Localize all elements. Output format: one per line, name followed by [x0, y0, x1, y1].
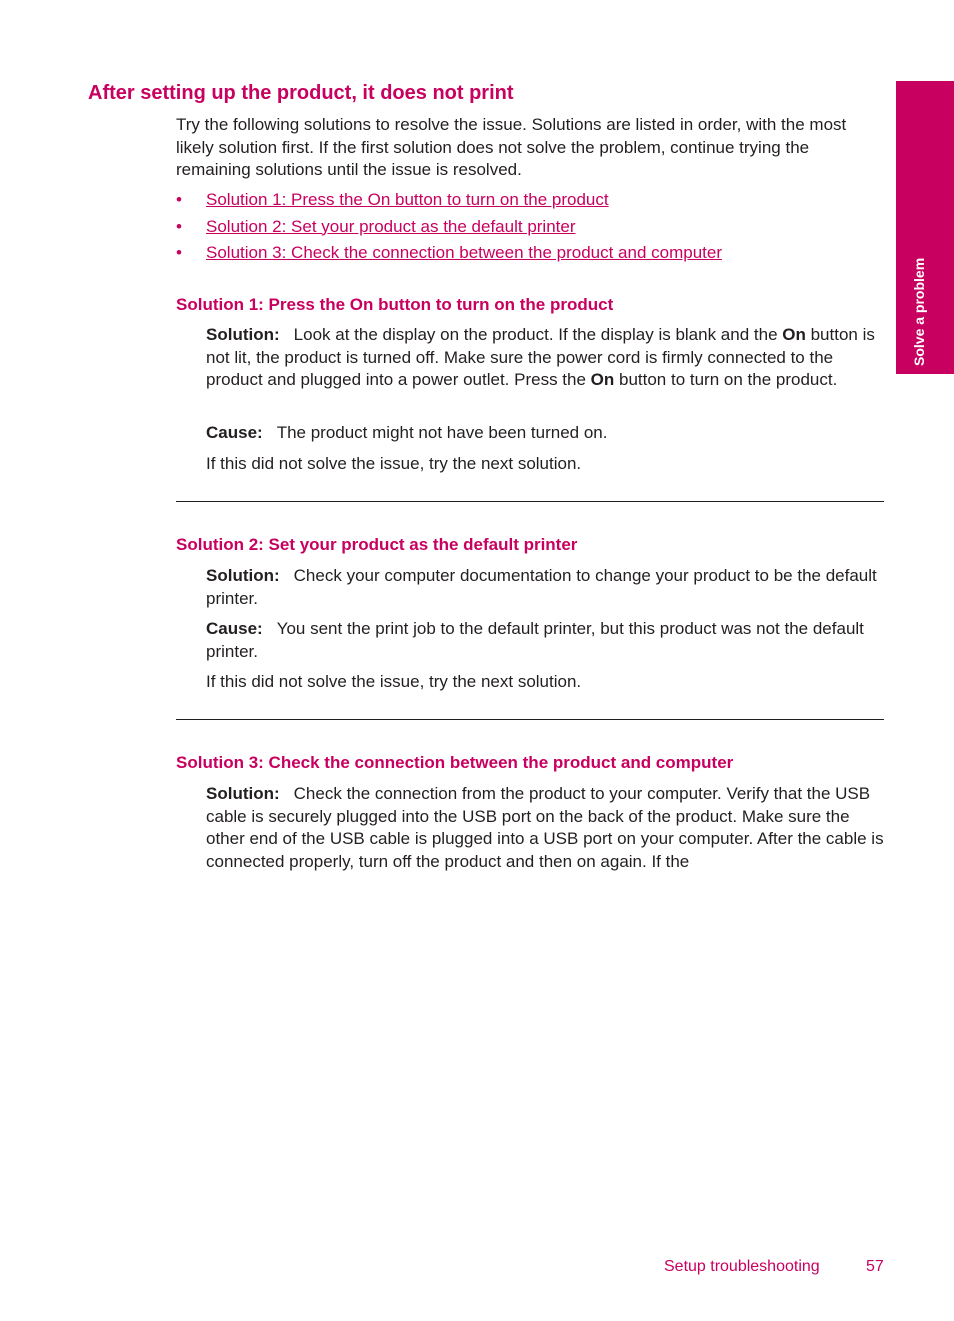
solution-text: button is not lit, the product is turned off. Make sure the power cord is firmly connected to the product and plugged into a power outlet. Press the: [206, 325, 875, 389]
solution-label: Solution:: [206, 325, 280, 344]
solution-link-list: [176, 189, 722, 269]
solution-2-solution-paragraph: [206, 565, 886, 610]
cause-text: The product might not have been turned on.: [276, 423, 608, 442]
on-button-term: On: [590, 370, 615, 389]
solution-text: Look at the display on the product. If the display is blank and the: [293, 325, 783, 344]
cause-label: Cause:: [206, 619, 263, 638]
solution-text: button to turn on the product.: [614, 370, 838, 389]
solution-3-heading: Solution 3: Check the connection between the product and computer: [176, 753, 734, 772]
footer-section-name: Setup troubleshooting: [664, 1258, 820, 1275]
solution-2-next-text: If this did not solve the issue, try the next solution.: [206, 672, 582, 691]
solution-1-next-text: If this did not solve the issue, try the next solution.: [206, 454, 582, 473]
solution-1-solution-paragraph: [206, 324, 886, 392]
divider: [176, 719, 884, 720]
solution-1-link[interactable]: Solution 1: Press the On button to turn on the product: [206, 190, 609, 209]
solution-label: Solution:: [206, 566, 280, 585]
solution-2-heading: Solution 2: Set your product as the default printer: [176, 535, 578, 554]
list-item: [176, 216, 722, 243]
solution-1-heading: Solution 1: Press the On button to turn on the product: [176, 295, 614, 314]
intro-paragraph: Try the following solutions to resolve the issue. Solutions are listed in order, with the most likely solution first. If the first solution does not solve the problem, continue trying the remaining solutions until the issue is resolved.: [176, 115, 847, 179]
solution-2-link[interactable]: Solution 2: Set your product as the default printer: [206, 216, 576, 236]
solution-text: Check your computer documentation to change your product to be the default printer.: [206, 566, 877, 608]
bullet-icon: •: [176, 190, 182, 209]
bullet-icon: •: [176, 243, 182, 262]
list-item: [176, 242, 722, 269]
solution-2-cause-paragraph: [206, 618, 886, 663]
page-number: 57: [866, 1258, 884, 1275]
section-title: After setting up the product, it does not print: [88, 82, 514, 104]
solution-3-solution-paragraph: [206, 783, 886, 873]
list-item: [176, 189, 722, 216]
divider: [176, 501, 884, 502]
on-button-term: On: [782, 325, 806, 344]
cause-text: You sent the print job to the default printer, but this product was not the default printer.: [206, 619, 864, 661]
side-tab-label: Solve a problem: [911, 257, 927, 366]
solution-label: Solution:: [206, 784, 280, 803]
solution-1-cause-paragraph: [206, 422, 886, 445]
solution-text: Check the connection from the product to your computer. Verify that the USB cable is securely plugged into the USB port on the back of the product. Make sure the other end of the USB cable is plugged into a USB port on your computer. After the cable is connected properly, turn off the product and then on again. If the: [206, 784, 884, 871]
solution-3-link[interactable]: Solution 3: Check the connection between the product and computer: [206, 243, 723, 262]
bullet-icon: •: [176, 216, 182, 236]
cause-label: Cause:: [206, 423, 263, 442]
